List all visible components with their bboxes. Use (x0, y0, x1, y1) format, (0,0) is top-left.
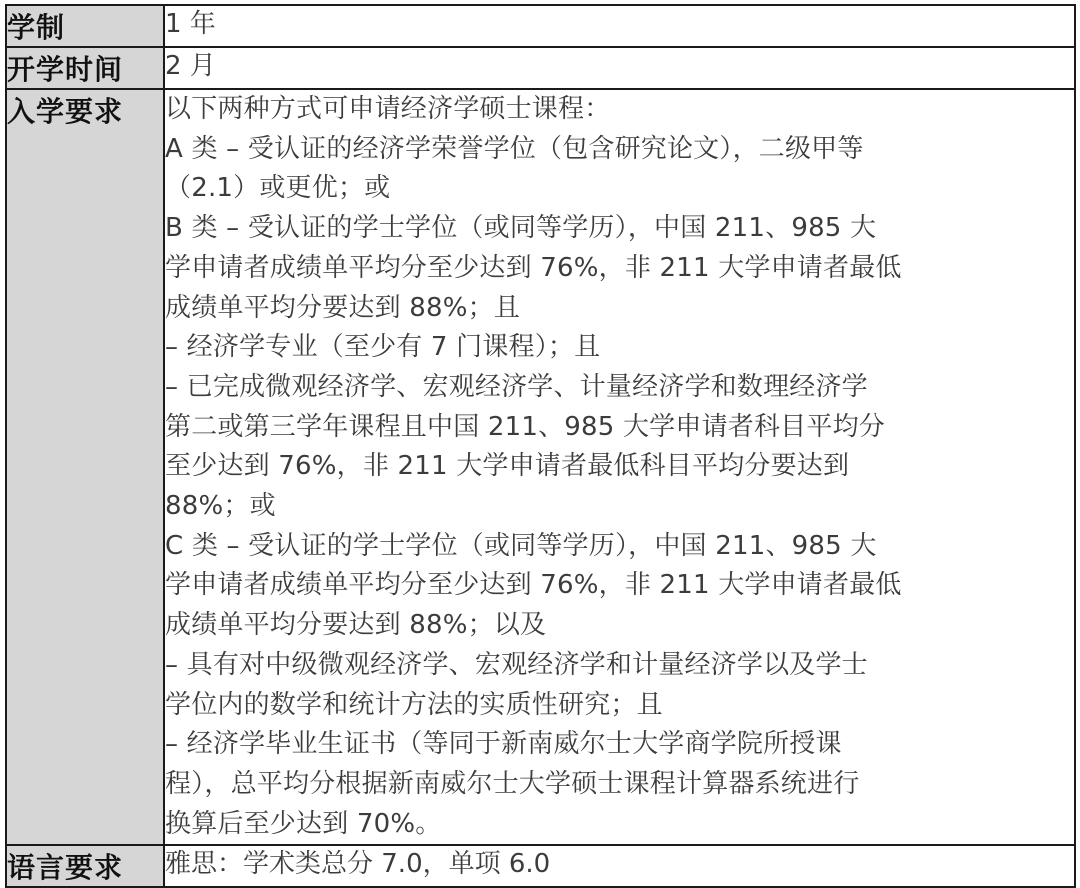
requirement-line: A 类 – 受认证的经济学荣誉学位（包含研究论文），二级甲等 (165, 133, 864, 164)
requirement-line: – 已完成微观经济学、宏观经济学、计量经济学和数理经济学 (165, 371, 868, 402)
value-requirements (164, 89, 1075, 845)
table-row-intake (6, 47, 1075, 89)
requirement-line: 换算后至少达到 70%。 (165, 808, 442, 839)
requirement-line: 成绩单平均分要达到 88%；以及 (165, 610, 547, 641)
label-intake: 开学时间 (6, 47, 164, 89)
requirement-line: – 经济学毕业生证书（等同于新南威尔士大学商学院所授课 (165, 729, 842, 760)
value-language (164, 845, 1075, 887)
requirement-line: 第二或第三学年课程且中国 211、985 大学申请者科目平均分 (165, 411, 885, 442)
admission-info-table (5, 4, 1076, 888)
label-language: 语言要求 (6, 845, 164, 887)
label-requirements: 入学要求 (6, 89, 164, 845)
requirement-line: 程），总平均分根据新南威尔士大学硕士课程计算器系统进行 (165, 768, 860, 799)
value-intake (164, 47, 1075, 89)
requirement-line: 学位内的数学和统计方法的实质性研究；且 (165, 689, 663, 720)
requirement-line: 成绩单平均分要达到 88%；且 (165, 292, 521, 323)
requirement-line: （2.1）或更优；或 (165, 173, 391, 204)
requirement-line: 学申请者成绩单平均分至少达到 76%，非 211 大学申请者最低 (165, 570, 902, 601)
requirement-line: 学申请者成绩单平均分至少达到 76%，非 211 大学申请者最低 (165, 252, 902, 283)
requirement-line: 88%；或 (165, 491, 276, 522)
duration-text: 1 年 (165, 9, 216, 39)
value-duration (164, 5, 1075, 47)
requirement-line: 以下两种方式可申请经济学硕士课程： (165, 94, 611, 124)
requirement-line: C 类 – 受认证的学士学位（或同等学历），中国 211、985 大 (165, 530, 877, 561)
requirement-line: B 类 – 受认证的学士学位（或同等学历），中国 211、985 大 (165, 213, 877, 244)
table-row-duration (6, 5, 1075, 47)
requirement-line: – 经济学专业（至少有 7 门课程）；且 (165, 332, 601, 363)
label-duration: 学制 (6, 5, 164, 47)
table-row-requirements (6, 89, 1075, 845)
requirement-line: – 具有对中级微观经济学、宏观经济学和计量经济学以及学士 (165, 649, 868, 680)
requirement-line: 至少达到 76%，非 211 大学申请者最低科目平均分要达到 (165, 451, 850, 482)
intake-text: 2 月 (165, 51, 216, 81)
language-text: 雅思：学术类总分 7.0，单项 6.0 (165, 849, 551, 880)
requirements-text (165, 90, 1074, 844)
table-row-language (6, 845, 1075, 887)
